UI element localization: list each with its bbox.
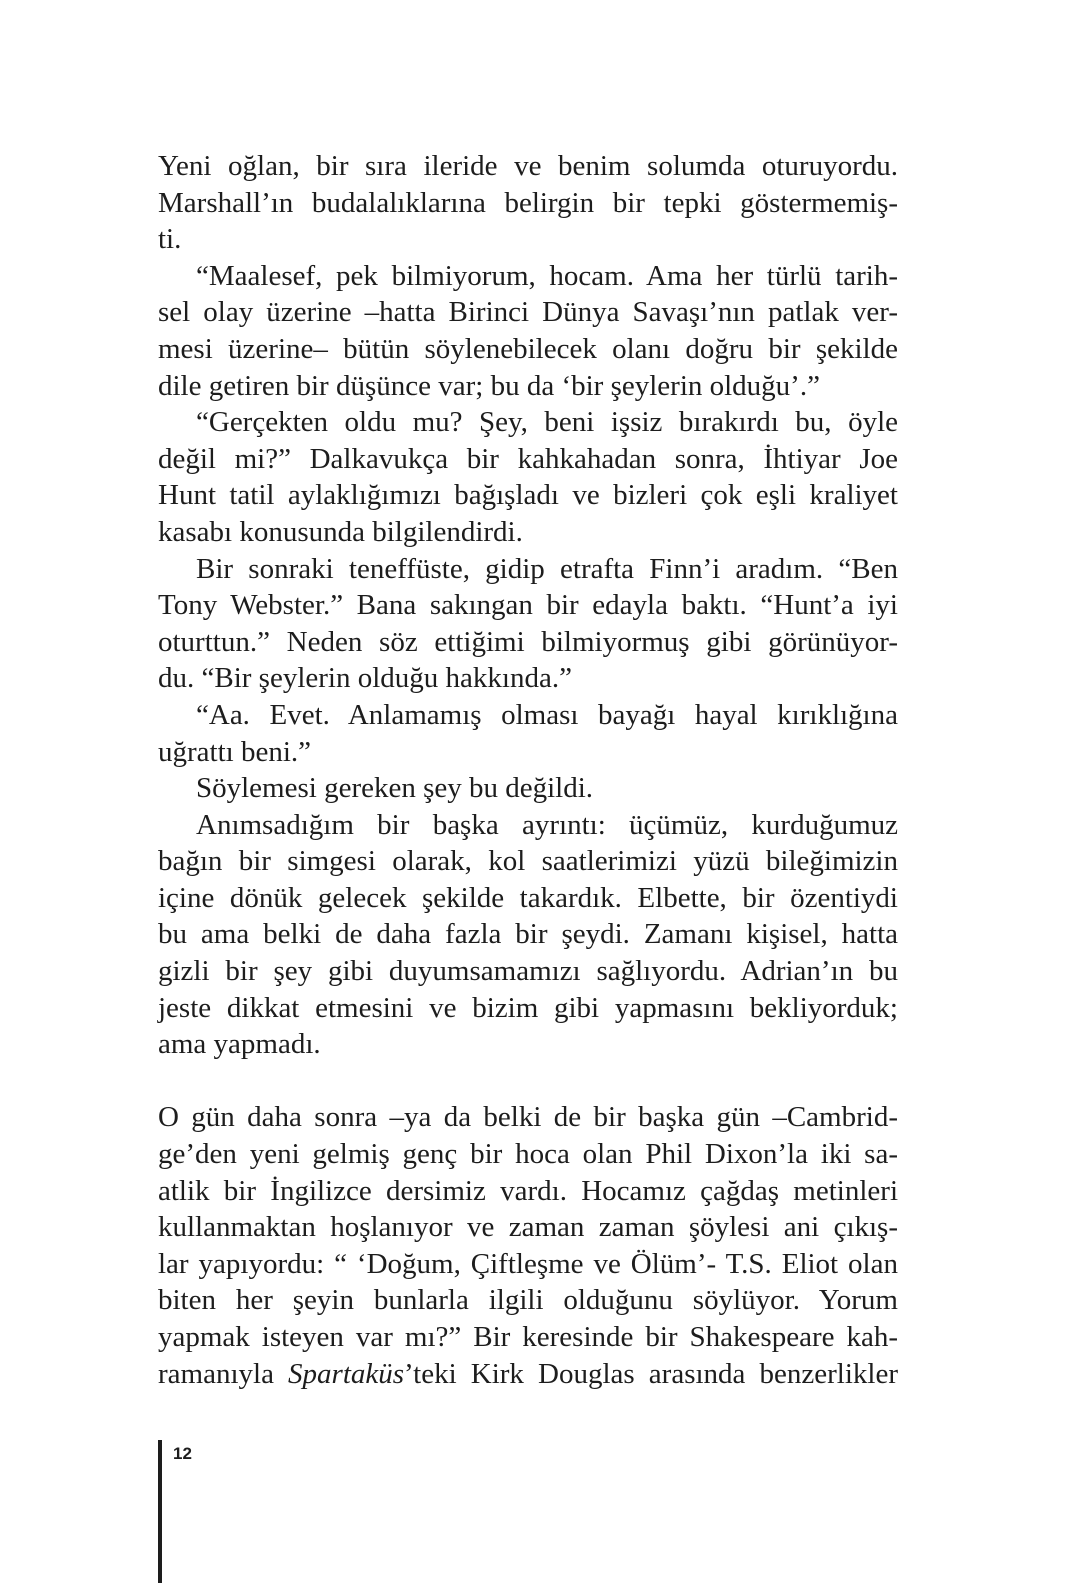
text-line-last <box>158 1356 898 1393</box>
text-line: Bir sonraki teneffüste, gidip etrafta Finn’i aradım. “Ben <box>196 552 898 585</box>
footer-rule <box>158 1440 162 1583</box>
text-line: Yeni oğlan, bir sıra ileride ve benim solumda oturuyordu. <box>158 150 898 182</box>
body-text <box>158 148 898 1392</box>
text-line: gizli bir şey gibi duyumsamamızı sağlıyordu. Adrian’ın bu <box>158 955 898 988</box>
text-line: değil mi?” Dalkavukça bir kahkahadan sonra, İhtiyar Joe <box>158 442 898 475</box>
text-line: içine dönük gelecek şekilde takardık. Elbette, bir özentiydi <box>158 881 898 914</box>
text-line: “Gerçekten oldu mu? Şey, beni işsiz bırakırdı bu, öyle <box>196 406 898 439</box>
text-segment: ’teki Kirk Douglas arasında benzerlikler <box>404 1357 898 1390</box>
section-break <box>158 1063 898 1100</box>
text-line: yapmak isteyen var mı?” Bir keresinde bir Shakespeare kah- <box>158 1321 898 1353</box>
text-line: biten her şeyin bunlarla ilgili olduğunu söylüyor. Yorum <box>158 1284 898 1317</box>
text-line: kullanmaktan hoşlanıyor ve zaman zaman şöylesi ani çıkış- <box>158 1211 898 1244</box>
text-line: uğrattı beni.” <box>158 735 312 768</box>
text-line: “Aa. Evet. Anlamamış olması bayağı hayal kırıklığına <box>196 698 898 731</box>
text-line: du. “Bir şeylerin olduğu hakkında.” <box>158 662 572 695</box>
text-line: ge’den yeni gelmiş genç bir hoca olan Phil Dixon’la iki sa- <box>158 1138 898 1171</box>
text-line: jeste dikkat etmesini ve bizim gibi yapmasını bekliyorduk; <box>158 991 898 1024</box>
text-line: sel olay üzerine –hatta Birinci Dünya Savaşı’nın patlak ver- <box>158 296 898 329</box>
text-line: Marshall’ın budalalıklarına belirgin bir tepki göstermemiş- <box>158 186 898 219</box>
text-line: Hunt tatil aylaklığımızı bağışladı ve bizleri çok eşli kraliyet <box>158 479 898 512</box>
text-line: ama yapmadı. <box>158 1028 321 1061</box>
text-segment: ramanıyla <box>158 1357 289 1390</box>
text-line: lar yapıyordu: “ ‘Doğum, Çiftleşme ve Ölüm’- T.S. Eliot olan <box>158 1247 898 1280</box>
text-line: oturttun.” Neden söz ettiğimi bilmiyormuş gibi görünüyor- <box>158 625 898 658</box>
text-line: ti. <box>158 223 182 256</box>
text-line: atlik bir İngilizce dersimiz vardı. Hocamız çağdaş metinleri <box>158 1174 898 1207</box>
italic-title: Spartaküs <box>288 1357 405 1390</box>
text-line: bu ama belki de daha fazla bir şeydi. Zamanı kişisel, hatta <box>158 918 898 951</box>
text-line: “Maalesef, pek bilmiyorum, hocam. Ama her türlü tarih- <box>196 259 898 292</box>
page-number: 12 <box>173 1444 192 1463</box>
text-line: bağın bir simgesi olarak, kol saatlerimizi yüzü bileğimizin <box>158 845 898 878</box>
text-line: Anımsadığım bir başka ayrıntı: üçümüz, kurduğumuz <box>196 808 898 841</box>
text-line: kasabı konusunda bilgilendirdi. <box>158 515 523 548</box>
text-line: O gün daha sonra –ya da belki de bir başka gün –Cambrid- <box>158 1101 898 1134</box>
text-line: Söylemesi gereken şey bu değildi. <box>196 772 594 805</box>
text-line: dile getiren bir düşünce var; bu da ‘bir şeylerin olduğu’.” <box>158 369 820 402</box>
text-line: mesi üzerine– bütün söylenebilecek olanı doğru bir şekilde <box>158 332 898 365</box>
text-line: Tony Webster.” Bana sakıngan bir edayla baktı. “Hunt’a iyi <box>158 589 898 622</box>
